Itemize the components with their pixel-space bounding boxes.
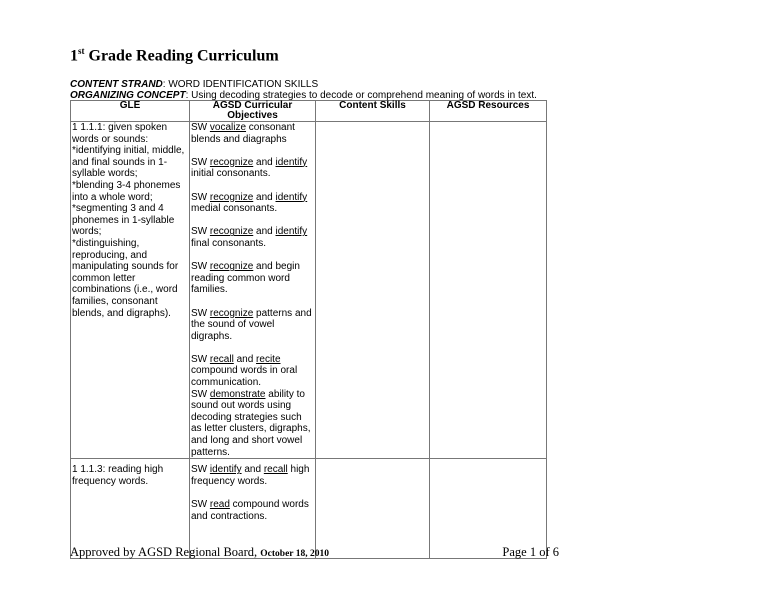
objective-verb: recall — [263, 464, 288, 476]
objective-text: consonant blends and diagraphs — [191, 122, 295, 145]
objective-verb: demonstrate — [209, 388, 266, 400]
objective-verb: recognize — [209, 226, 254, 238]
header-content-skills: Content Skills — [316, 101, 430, 122]
curriculum-table — [70, 100, 547, 559]
objective-text: and — [241, 464, 264, 476]
objective-text: compound words and contractions. — [191, 499, 309, 522]
objective-text: and — [253, 191, 276, 203]
content-skills-cell — [316, 122, 430, 459]
objective-verb: read — [209, 499, 230, 510]
objective-verb: identify — [275, 156, 308, 168]
resources-cell — [430, 459, 547, 559]
objective — [191, 464, 314, 487]
objective-text: SW — [191, 226, 210, 238]
objective-text: SW — [191, 261, 210, 273]
objectives-cell — [190, 459, 316, 559]
header-resources: AGSD Resources — [430, 101, 547, 122]
objective-text: initial consonants. — [191, 168, 271, 180]
objective-verb: recall — [209, 353, 234, 365]
table-header-row — [71, 101, 547, 122]
objective-verb: recognize — [209, 191, 254, 203]
objective-verb: recognize — [209, 261, 254, 273]
objective-verb: vocalize — [209, 122, 247, 133]
objective-text: and — [253, 156, 276, 168]
objective-text: SW — [191, 353, 210, 365]
objective-text: SW — [191, 156, 210, 168]
content-strand: CONTENT STRAND: WORD IDENTIFICATION SKILLS — [70, 79, 319, 90]
objective-text: SW — [191, 464, 210, 476]
objective-text: and — [233, 353, 257, 365]
strand-info — [70, 79, 537, 101]
objective — [191, 157, 314, 180]
content-skills-cell — [316, 459, 430, 559]
page-number: Page 1 of 6 — [502, 545, 559, 559]
objective-verb: recognize — [209, 307, 254, 319]
objective-text: ability to sound out words using decoding strategies such as letter clusters, digraphs, and long and short vowel patterns. — [191, 388, 311, 458]
objective-text: and begin reading common word families. — [191, 261, 300, 296]
objective-verb: identify — [209, 464, 242, 476]
objective-verb: identify — [275, 226, 308, 238]
objective — [191, 192, 314, 215]
table-row — [71, 459, 547, 559]
objective-verb: recite — [256, 353, 281, 365]
objective-text: high frequency words. — [191, 464, 310, 487]
objective-text: SW — [191, 307, 210, 319]
objective-verb: recognize — [209, 156, 254, 168]
header-objectives: AGSD Curricular Objectives — [190, 101, 316, 122]
objective-text: SW — [191, 191, 210, 203]
objective — [191, 499, 314, 522]
objectives-cell — [190, 122, 316, 459]
page-title: 1st Grade Reading Curriculum — [70, 46, 279, 65]
objective-text: compound words in oral communication. — [191, 365, 298, 389]
objective-text: medial consonants. — [191, 203, 278, 215]
objective — [191, 308, 314, 343]
objective — [191, 122, 314, 145]
gle-cell: 1 1.1.3: reading high frequency words. — [71, 459, 190, 559]
header-gle: GLE — [71, 101, 190, 122]
objective-text: final consonants. — [191, 237, 267, 249]
objective — [191, 226, 314, 249]
objective — [191, 261, 314, 296]
objective-text: SW — [191, 388, 208, 400]
table-row — [71, 122, 547, 459]
objective — [191, 354, 314, 458]
organizing-concept: ORGANIZING CONCEPT: Using decoding strategies to decode or comprehend meaning of words in text. — [70, 90, 537, 101]
objective-text: patterns and the sound of vowel digraphs. — [191, 307, 312, 342]
gle-cell: 1 1.1.1: given spoken words or sounds: *identifying initial, middle, and final sounds in 1-syllable words; *blending 3-4 phonemes into a whole word; *segmenting 3 and 4 phonemes in 1-syllable words; *distinguishing, reproducing, and manipulating sounds for common letter combinations (i.e., word families, consonant blends, and digraphs). — [71, 122, 190, 459]
objective-verb: identify — [275, 191, 308, 203]
resources-cell — [430, 122, 547, 459]
footer-approval: Approved by AGSD Regional Board, October 18, 2010 — [70, 545, 329, 559]
objective-text: SW — [191, 122, 210, 133]
objective-text: SW — [191, 499, 210, 510]
objective-text: and — [253, 226, 276, 238]
